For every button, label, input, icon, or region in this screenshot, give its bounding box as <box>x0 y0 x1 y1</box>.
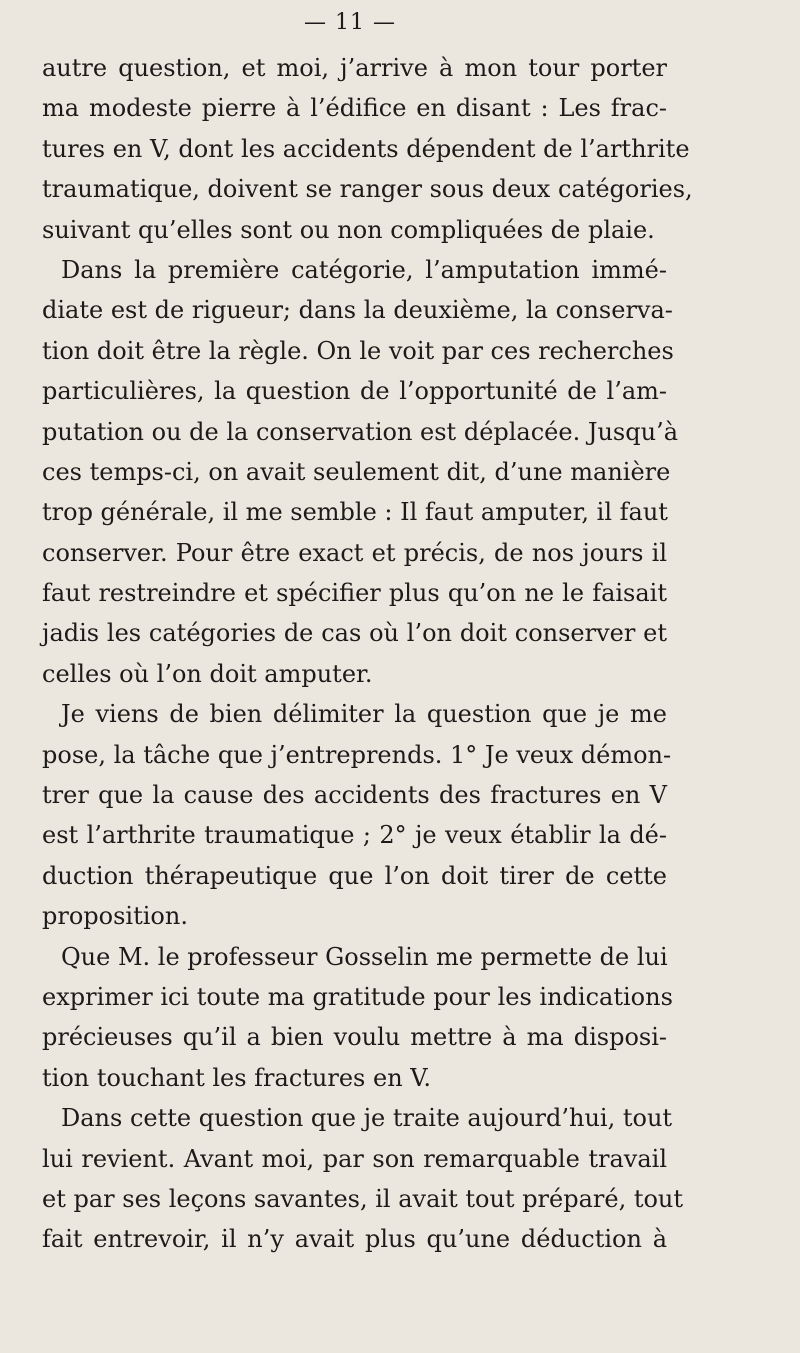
text-line: celles où l’on doit amputer. <box>42 659 373 688</box>
text-line: pose, la tâche que j’entreprends. 1° Je veux démon- <box>42 740 672 769</box>
text-line: diate est de rigueur; dans la deuxième, la conserva- <box>42 296 673 325</box>
text-line: tion doit être la règle. On le voit par ces recherches <box>42 336 674 365</box>
text-line: trer que la cause des accidents des fractures en V <box>42 781 667 810</box>
body-text <box>42 48 693 1260</box>
text-line: lui revient. Avant moi, par son remarquable travail <box>42 1144 667 1173</box>
text-line: particulières, la question de l’opportunité de l’am- <box>42 377 667 406</box>
text-line: trop générale, il me semble : Il faut amputer, il faut <box>42 498 668 527</box>
text-line: proposition. <box>42 902 188 931</box>
text-line: est l’arthrite traumatique ; 2° je veux établir la dé- <box>42 821 667 850</box>
text-line: putation ou de la conservation est déplacée. Jusqu’à <box>42 417 678 446</box>
text-line: tion touchant les fractures en V. <box>42 1063 432 1092</box>
text-line: autre question, et moi, j’arrive à mon tour porter <box>42 54 667 82</box>
text-line: et par ses leçons savantes, il avait tout préparé, tout <box>42 1184 684 1213</box>
text-line: faut restreindre et spécifier plus qu’on ne le faisait <box>42 579 667 608</box>
text-line: fait entrevoir, il n’y avait plus qu’une déduction à <box>42 1225 667 1254</box>
text-line: Je viens de bien délimiter la question que je me <box>61 700 667 729</box>
text-line: ces temps-ci, on avait seulement dit, d’une manière <box>42 457 671 486</box>
text-line: conserver. Pour être exact et précis, de nos jours il <box>42 538 667 567</box>
text-line: tures en V, dont les accidents dépendent de l’arthrite <box>42 134 690 163</box>
text-line: jadis les catégories de cas où l’on doit conserver et <box>42 619 667 648</box>
text-line: Dans cette question que je traite aujourd’hui, tout <box>61 1104 673 1133</box>
text-line: suivant qu’elles sont ou non compliquées de plaie. <box>42 215 655 244</box>
text-line: Dans la première catégorie, l’amputation immé- <box>61 255 667 284</box>
text-line: ma modeste pierre à l’édifice en disant : Les frac- <box>42 94 667 123</box>
text-line: traumatique, doivent se ranger sous deux catégories, <box>42 175 693 204</box>
text-line: exprimer ici toute ma gratitude pour les indications <box>42 982 673 1011</box>
text-line: duction thérapeutique que l’on doit tirer de cette <box>42 861 667 890</box>
text-line: Que M. le professeur Gosselin me permette de lui <box>61 942 668 971</box>
text-line: précieuses qu’il a bien voulu mettre à ma disposi- <box>42 1023 667 1052</box>
page-number: — 11 — <box>304 10 396 35</box>
